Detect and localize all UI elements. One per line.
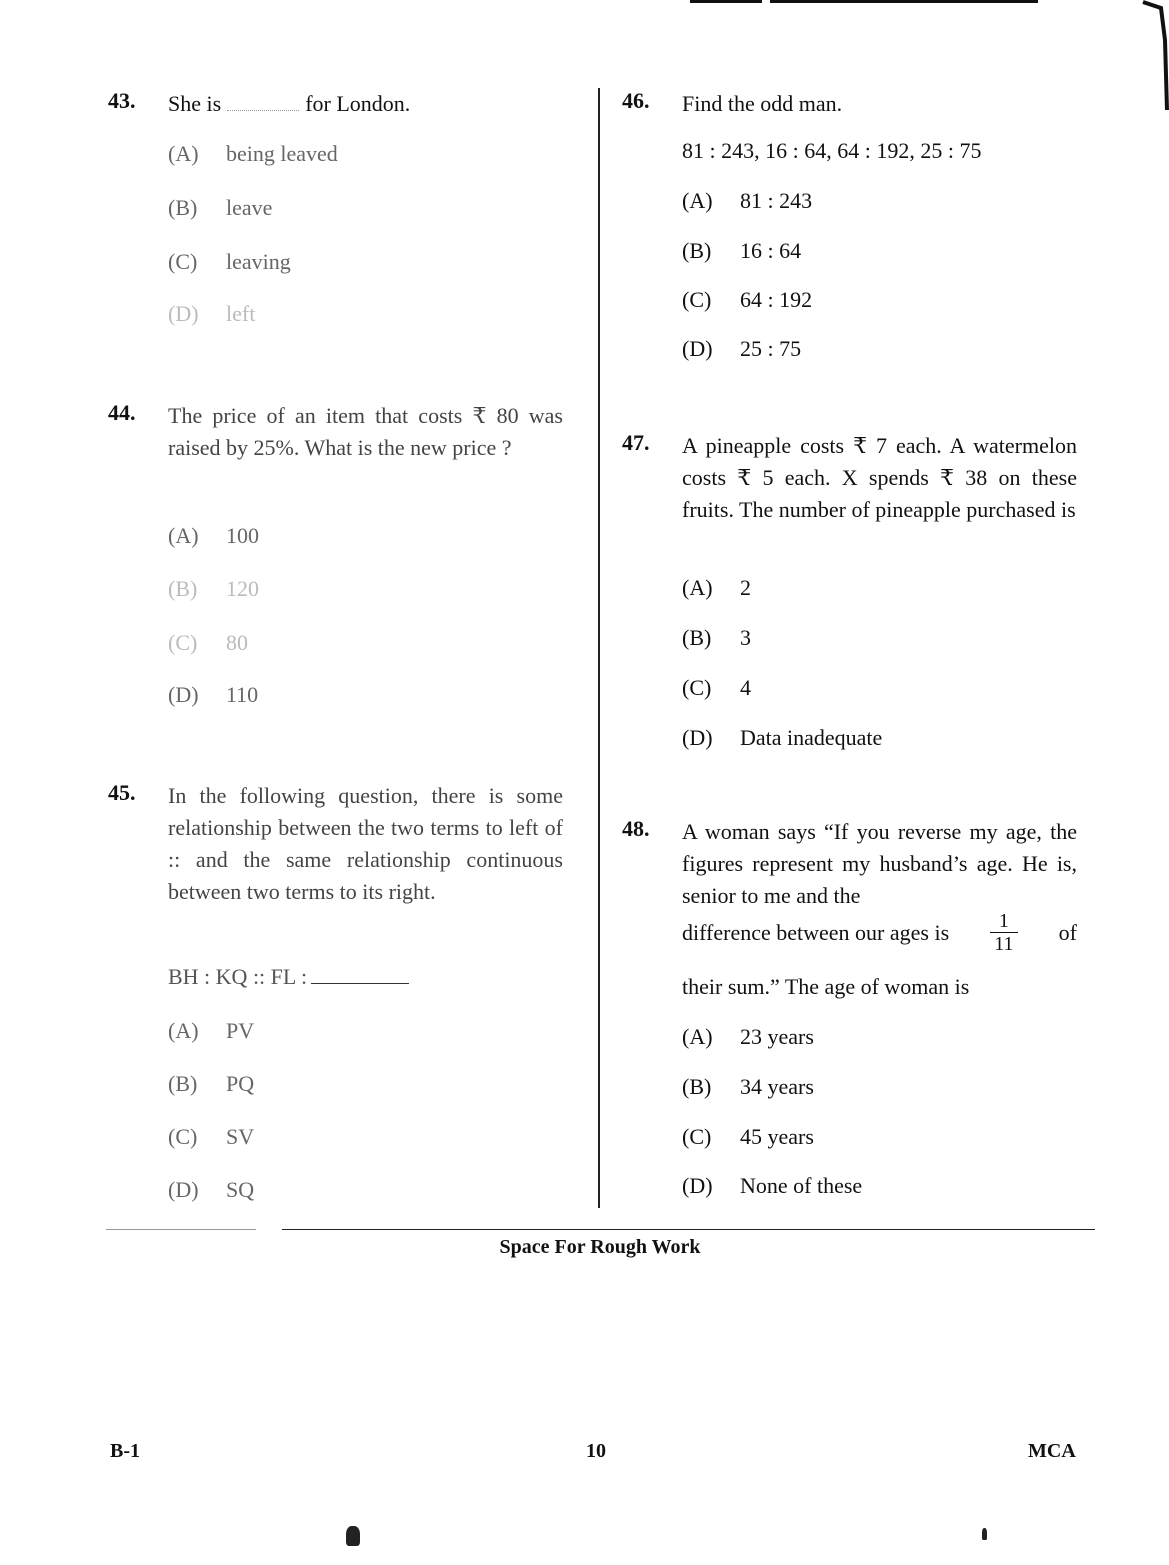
top-rule-right (770, 0, 1038, 3)
option-a[interactable]: (A) being leaved (168, 141, 338, 166)
footer-subject: MCA (1028, 1440, 1076, 1462)
question-text-end: their sum.” The age of woman is (682, 974, 970, 999)
option-c[interactable]: (C) leaving (168, 249, 291, 274)
option-d[interactable]: (D) Data inadequate (682, 725, 883, 750)
option-c[interactable]: (C) SV (168, 1124, 255, 1149)
analogy-prompt: BH : KQ :: FL : (168, 964, 409, 990)
footer-rule-right (282, 1229, 1095, 1230)
question-number: 47. (622, 430, 650, 455)
footer-page-number: 10 (586, 1440, 606, 1462)
option-a[interactable]: (A) 2 (682, 575, 751, 600)
question-number: 43. (108, 88, 136, 113)
question-number: 48. (622, 816, 650, 841)
option-b[interactable]: (B) 34 years (682, 1074, 814, 1099)
footer-booklet-code: B-1 (110, 1440, 140, 1462)
rough-work-label: Space For Rough Work (499, 1236, 701, 1258)
option-b[interactable]: (B) 120 (168, 576, 259, 601)
question-number: 46. (622, 88, 650, 113)
option-d[interactable]: (D) 110 (168, 682, 259, 707)
option-c[interactable]: (C) 4 (682, 675, 751, 700)
option-a[interactable]: (A) 23 years (682, 1024, 814, 1049)
fraction: $\frac{1}{11}$ (990, 910, 1017, 955)
question-text: A pineapple costs ₹ 7 each. A watermelon costs ₹ 5 each. X spends ₹ 38 on these fruits. The number of pineapple purchased is (682, 433, 1077, 522)
option-a[interactable]: (A) 100 (168, 523, 259, 548)
option-d[interactable]: (D) None of these (682, 1173, 863, 1198)
answer-blank (311, 969, 409, 984)
option-b[interactable]: (B) PQ (168, 1071, 255, 1096)
question-text: A woman says “If you reverse my age, the figures represent my husband’s age. He is, senior to me and the (682, 819, 1077, 908)
column-divider (598, 88, 600, 1208)
option-d[interactable]: (D) 25 : 75 (682, 336, 802, 361)
scan-artifact (346, 1526, 360, 1546)
fill-blank (227, 94, 299, 111)
ratio-list: 81 : 243, 16 : 64, 64 : 192, 25 : 75 (682, 138, 982, 163)
option-b[interactable]: (B) 3 (682, 625, 751, 650)
top-rule-left (690, 0, 762, 3)
question-text-fraction-line: difference between our ages is $\frac{1}{11}$ of (682, 910, 1077, 955)
option-a[interactable]: (A) PV (168, 1018, 255, 1043)
option-b[interactable]: (B) 16 : 64 (682, 238, 802, 263)
option-c[interactable]: (C) 64 : 192 (682, 287, 813, 312)
scan-artifact-small (982, 1528, 987, 1540)
option-a[interactable]: (A) 81 : 243 (682, 188, 813, 213)
question-text: In the following question, there is some relationship between the two terms to left of :: and the same relationship continuous between two terms to its right. (168, 783, 563, 904)
option-c[interactable]: (C) 45 years (682, 1124, 814, 1149)
question-text: She is for London. (168, 91, 411, 116)
question-text: Find the odd man. (682, 91, 843, 116)
question-text: The price of an item that costs ₹ 80 was raised by 25%. What is the new price ? (168, 403, 563, 460)
option-b[interactable]: (B) leave (168, 195, 273, 220)
footer-rule-left (106, 1229, 256, 1230)
option-d[interactable]: (D) SQ (168, 1177, 255, 1202)
question-number: 45. (108, 780, 136, 805)
corner-scan-mark (1103, 0, 1169, 110)
question-number: 44. (108, 400, 136, 425)
option-c[interactable]: (C) 80 (168, 630, 248, 655)
option-d[interactable]: (D) left (168, 301, 256, 326)
